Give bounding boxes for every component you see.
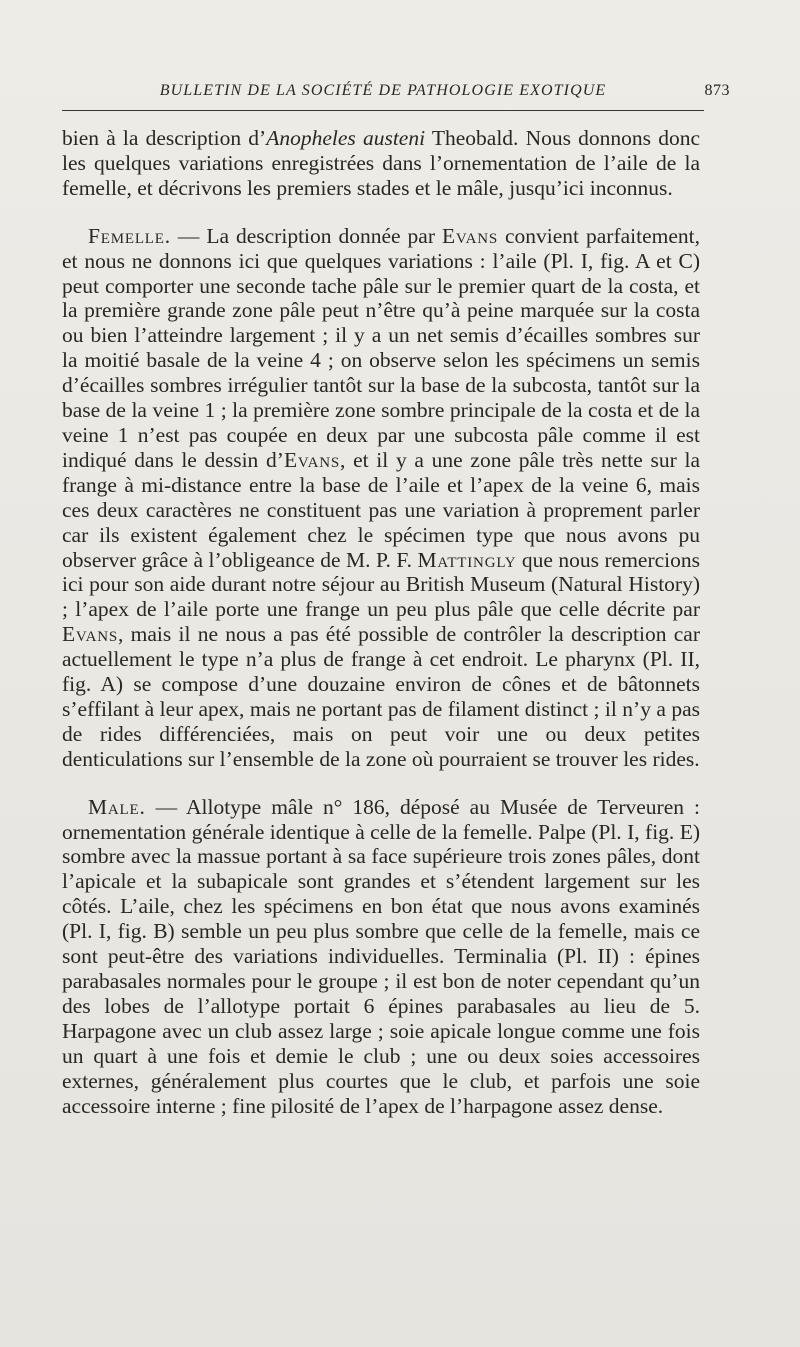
text-run: — La description donnée par	[170, 223, 442, 248]
author-name: Evans	[441, 223, 499, 248]
text-run: , mais il ne nous a pas été possible de contrôler la description car actuellement le type n’a plus de frange à cet endroit. Le pharynx (Pl. II, fig. A) se compose d’une douzaine environ de cônes et de bâtonnets s’effilant à leur apex, mais ne portant pas de filament distinct ; il n’y a pas de rides différenciées, mais on peut voir une ou deux petites denticulations sur l’ensemble de la zone où pourraient se trouver les rides.	[62, 622, 700, 771]
text-run: bien à la description d’	[62, 126, 267, 150]
page-number: 873	[704, 82, 730, 99]
author-name: Evans	[283, 447, 340, 472]
text-run: Theobald. Nous donnons donc les quelques variations enregistrées dans l’ornementation de l’aile de la femelle, et décrivons les premiers stades et le mâle, jusqu’ici inconnus.	[62, 126, 700, 200]
text-run: convient parfaitement, et nous ne donnons ici que quelques variations : l’aile (Pl. I, fig. A et C) peut comporter une seconde tache pâle sur le premier quart de la costa, et la première grande zone pâle peut n’être qu’à peine marquée sur la costa ou bien l’atteindre largement ; il y a un net semis d’écailles sombres sur la moitié basale de la veine 4 ; on observe selon les spécimens un semis d’écailles sombres irrégulier tantôt sur la base de la subcosta, tantôt sur la base de la veine 1 ; la première zone sombre principale de la costa et de la veine 1 n’est pas coupée en deux par une subcosta pâle comme il est indiqué dans le dessin d’	[62, 223, 700, 472]
author-name: Mattingly	[417, 547, 517, 572]
author-name: Evans	[62, 622, 119, 647]
species-name: Anopheles austeni	[266, 126, 426, 150]
text-run: , et il y a une zone pâle très nette sur la frange à mi-distance entre la base de l’aile et l’apex de la veine 6, mais ces deux caractères ne constituent pas une variation à proprement parler car ils existent également chez le spécimen type que nous avons pu observer grâce à l’obligeance de M. P. F.	[62, 447, 701, 572]
section-heading-male: Male.	[88, 794, 146, 819]
text-run: — Allotype mâle n° 186, déposé au Musée de Terveuren : ornementation générale identique à celle de la femelle. Palpe (Pl. I, fig. E) sombre avec la massue portant à sa face supérieure trois zones pâles, dont l’apicale et la subapicale sont grandes et s’étendent largement sur les côtés. L’aile, chez les spécimens en bon état que nous avons examinés (Pl. I, fig. B) semble un peu plus sombre que celle de la femelle, mais ce sont peut-être des variations individuelles. Terminalia (Pl. II) : épines parabasales normales pour le groupe ; il est bon de noter cependant qu’un des lobes de l’allotype portait 6 épines parabasales au lieu de 5. Harpagone avec un club assez large ; soie apicale longue comme une fois un quart à une fois et demie le club ; une ou deux soies accessoires externes, généralement plus courtes que le club, et parfois une soie accessoire interne ; fine pilosité de l’apex de l’harpagone assez dense.	[62, 794, 700, 1118]
section-heading-femelle: Femelle.	[88, 223, 171, 248]
text-run: que nous remercions ici pour son aide durant notre séjour au British Museum (Natural History) ; l’apex de l’aile porte une frange un peu plus pâle que celle décrite par	[62, 547, 700, 622]
paragraph-femelle	[62, 224, 700, 772]
running-title: BULLETIN DE LA SOCIÉTÉ DE PATHOLOGIE EXOTIQUE	[159, 82, 607, 99]
paragraph-intro	[62, 126, 700, 201]
body-text	[62, 126, 700, 1141]
running-header	[62, 82, 730, 111]
paragraph-male	[62, 795, 700, 1119]
